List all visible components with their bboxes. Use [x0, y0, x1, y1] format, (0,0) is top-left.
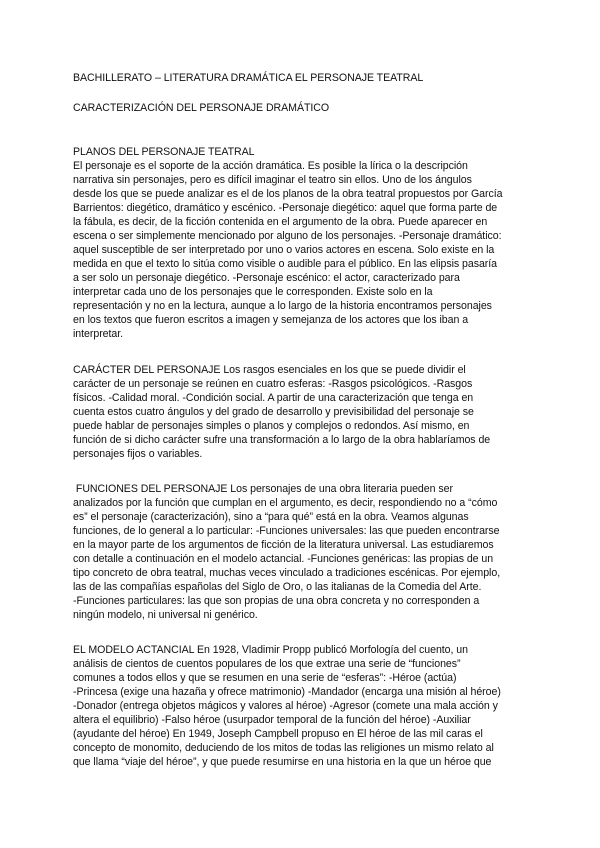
- text-line: carácter de un personaje se reúnen en cuatro esferas: -Rasgos psicológicos. -Rasgos: [73, 378, 473, 390]
- text-line: medida en que el texto lo sitúa como visible o audible para el público. En las elipsis pasaría: [73, 258, 498, 270]
- text-line: en los textos que fueron escritos a imagen y semejanza de los actores que los iban a: [73, 314, 469, 326]
- text-line: la fábula, es decir, de la ficción contenida en el argumento de la obra. Puede aparecer en: [73, 216, 488, 228]
- text-line: comunes a todos ellos y que se resumen en una serie de “esferas”: -Héroe (actúa): [73, 672, 457, 684]
- text-line: -Princesa (exige una hazaña y ofrece matrimonio) -Mandador (encarga una misión al héroe): [73, 686, 501, 698]
- text-line: cuenta estos cuatro ángulos y del grado de desarrollo y previsibilidad del personaje se: [73, 406, 474, 418]
- text-line: -Funciones particulares: las que son propias de una obra concreta y no corresponden a: [73, 595, 480, 607]
- document-header: BACHILLERATO – LITERATURA DRAMÁTICA EL PERSONAJE TEATRAL: [73, 72, 424, 84]
- document-subtitle: CARACTERIZACIÓN DEL PERSONAJE DRAMÁTICO: [73, 102, 330, 114]
- text-line: función de si dicho carácter sufre una transformación a lo largo de la obra hablaríamos de: [73, 434, 491, 446]
- text-line: ningún modelo, ni universal ni genérico.: [73, 609, 258, 621]
- text-line: en la mayor parte de los argumentos de ficción de la literatura universal. Las estudiaremos: [73, 539, 494, 551]
- section-heading-line: CARÁCTER DEL PERSONAJE Los rasgos esenciales en los que se puede dividir el: [73, 364, 466, 376]
- text-line: concepto de monomito, deduciendo de los mitos de todas las religiones un mismo relato al: [73, 742, 494, 754]
- text-line: (ayudante del héroe) En 1949, Joseph Campbell propuso en El héroe de las mil caras el: [73, 728, 483, 740]
- section-heading-line: PLANOS DEL PERSONAJE TEATRAL: [73, 146, 255, 158]
- section-heading-line: FUNCIONES DEL PERSONAJE Los personajes de una obra literaria pueden ser: [73, 483, 453, 495]
- text-line: interpretar.: [73, 328, 124, 340]
- section-heading-line: EL MODELO ACTANCIAL En 1928, Vladimir Propp publicó Morfología del cuento, un: [73, 644, 468, 656]
- text-line: que llama “viaje del héroe”, y que puede resumirse en una historia en la que un héroe que: [73, 756, 492, 768]
- text-line: El personaje es el soporte de la acción dramática. Es posible la lírica o la descripción: [73, 160, 468, 172]
- text-line: desde los que se puede analizar es el de los planos de la obra teatral propuestos por García: [73, 188, 503, 200]
- text-line: con detalle a continuación en el modelo actancial. -Funciones genéricas: las propias de un: [73, 553, 494, 565]
- text-line: análisis de cientos de cuentos populares de los que extrae una serie de “funciones”: [73, 658, 461, 670]
- text-line: es” el personaje (caracterización), sino a “para qué” está en la obra. Veamos algunas: [73, 511, 469, 523]
- text-line: escena o ser simplemente mencionado por alguno de los personajes. -Personaje dramático:: [73, 230, 502, 242]
- text-line: interpretar cada uno de los personajes que le corresponden. Existe solo en la: [73, 286, 433, 298]
- text-line: tipo concreto de obra teatral, muchas veces vinculado a tradiciones escénicas. Por ejemplo,: [73, 567, 501, 579]
- text-line: narrativa sin personajes, pero es difícil imaginar el teatro sin ellos. Uno de los ángulos: [73, 174, 472, 186]
- text-line: aquel susceptible de ser interpretado por uno o varios actores en escena. Solo existe en la: [73, 244, 495, 256]
- text-line: -Donador (entrega objetos mágicos y valores al héroe) -Agresor (comete una mala acción y: [73, 700, 498, 712]
- text-line: físicos. -Calidad moral. -Condición social. A partir de una caracterización que tenga en: [73, 392, 474, 404]
- text-line: funciones, de lo general a lo particular: -Funciones universales: las que pueden encontrarse: [73, 525, 500, 537]
- text-line: a ser solo un personaje diegético. -Personaje escénico: el actor, caracterizado para: [73, 272, 460, 284]
- text-line: representación y no en la lectura, aunque a lo largo de la historia encontramos personajes: [73, 300, 492, 312]
- text-line: puede hablar de personajes simples o planos y complejos o redondos. Así mismo, en: [73, 420, 470, 432]
- text-line: las de las compañías españolas del Siglo de Oro, o las italianas de la Comedia del Arte.: [73, 581, 482, 593]
- text-line: Barrientos: diegético, dramático y escénico. -Personaje diegético: aquel que forma parte de: [73, 202, 498, 214]
- text-line: analizados por la función que cumplan en el argumento, es decir, respondiendo no a “cómo: [73, 497, 498, 509]
- text-line: altera el equilibrio) -Falso héroe (usurpador temporal de la función del héroe) -Auxiliar: [73, 714, 471, 726]
- text-line: personajes fijos o variables.: [73, 448, 203, 460]
